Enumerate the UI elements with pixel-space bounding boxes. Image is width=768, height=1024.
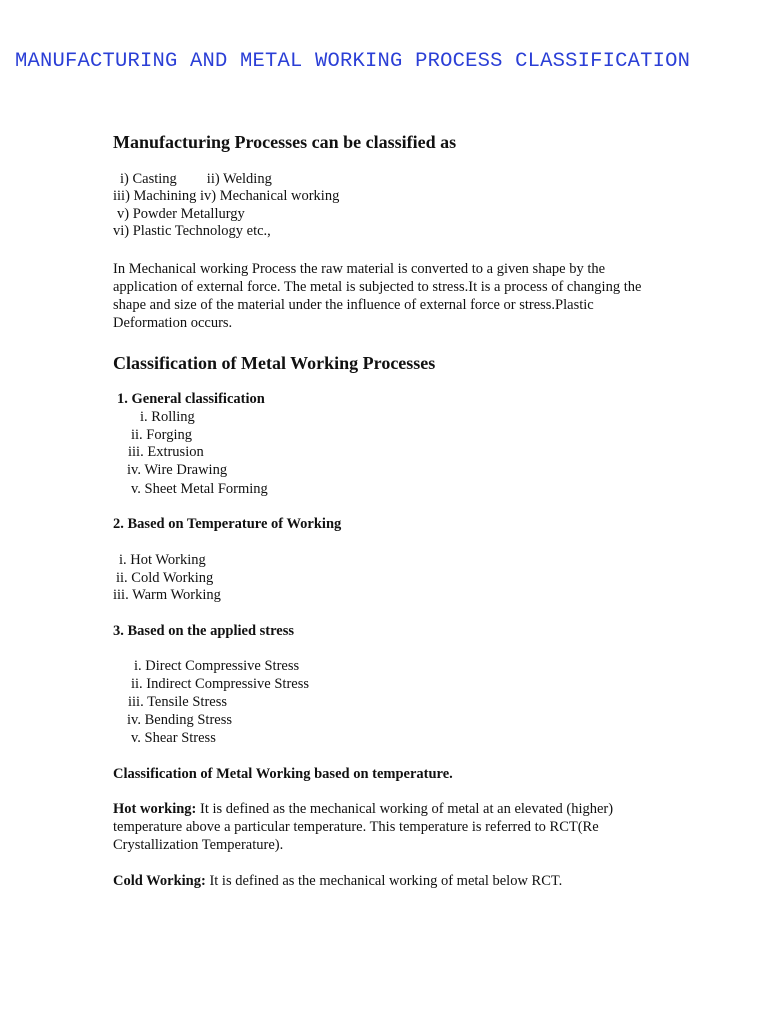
subheading-general: 1. General classification bbox=[117, 391, 265, 407]
subheading-temperature: 2. Based on Temperature of Working bbox=[113, 516, 342, 532]
list-item: vi) Plastic Technology etc., bbox=[113, 223, 271, 239]
section-heading-manufacturing: Manufacturing Processes can be classified as bbox=[113, 132, 457, 152]
list-item: iv. Bending Stress bbox=[127, 712, 232, 728]
list-item: ii. Indirect Compressive Stress bbox=[131, 676, 310, 692]
list-item: ii. Forging bbox=[131, 427, 192, 443]
list-item: iii) Machining iv) Mechanical working bbox=[113, 188, 340, 204]
list-item: i. Hot Working bbox=[119, 552, 206, 568]
subheading-stress: 3. Based on the applied stress bbox=[113, 623, 295, 639]
list-item: v. Shear Stress bbox=[131, 730, 216, 746]
list-item: i) Casting ii) Welding bbox=[120, 171, 272, 187]
cold-working-label: Cold Working: bbox=[113, 873, 206, 889]
list-item: i. Direct Compressive Stress bbox=[134, 658, 300, 674]
paragraph-hot-working bbox=[113, 800, 658, 854]
paragraph-cold-working bbox=[113, 872, 658, 890]
list-item: ii. Cold Working bbox=[116, 570, 214, 586]
hot-working-label: Hot working: bbox=[113, 801, 197, 817]
list-item: iv. Wire Drawing bbox=[127, 462, 228, 478]
document-title: MANUFACTURING AND METAL WORKING PROCESS CLASSIFICATION bbox=[15, 50, 691, 73]
hot-working-text: It is defined as the mechanical working of metal at an elevated (higher) temperature above a particular temperature. This temperature is referred to RCT(Re Crystallization Temperature). bbox=[113, 801, 614, 853]
section-heading-classification: Classification of Metal Working Processes bbox=[113, 353, 436, 373]
cold-working-text: It is defined as the mechanical working of metal below RCT. bbox=[205, 873, 563, 889]
list-item: iii. Extrusion bbox=[128, 444, 204, 460]
list-item: iii. Warm Working bbox=[113, 587, 221, 603]
list-item: iii. Tensile Stress bbox=[128, 694, 228, 710]
paragraph-mechanical-working: In Mechanical working Process the raw material is converted to a given shape by the application of external force. The metal is subjected to stress.It is a process of changing the shape and size of the material under the influence of external force or stress.Plastic Deformation occurs. bbox=[113, 261, 642, 331]
list-item: v) Powder Metallurgy bbox=[117, 206, 245, 222]
section-heading-temperature-classification: Classification of Metal Working based on temperature. bbox=[113, 766, 453, 782]
list-item: v. Sheet Metal Forming bbox=[131, 481, 268, 497]
list-item: i. Rolling bbox=[140, 409, 195, 425]
